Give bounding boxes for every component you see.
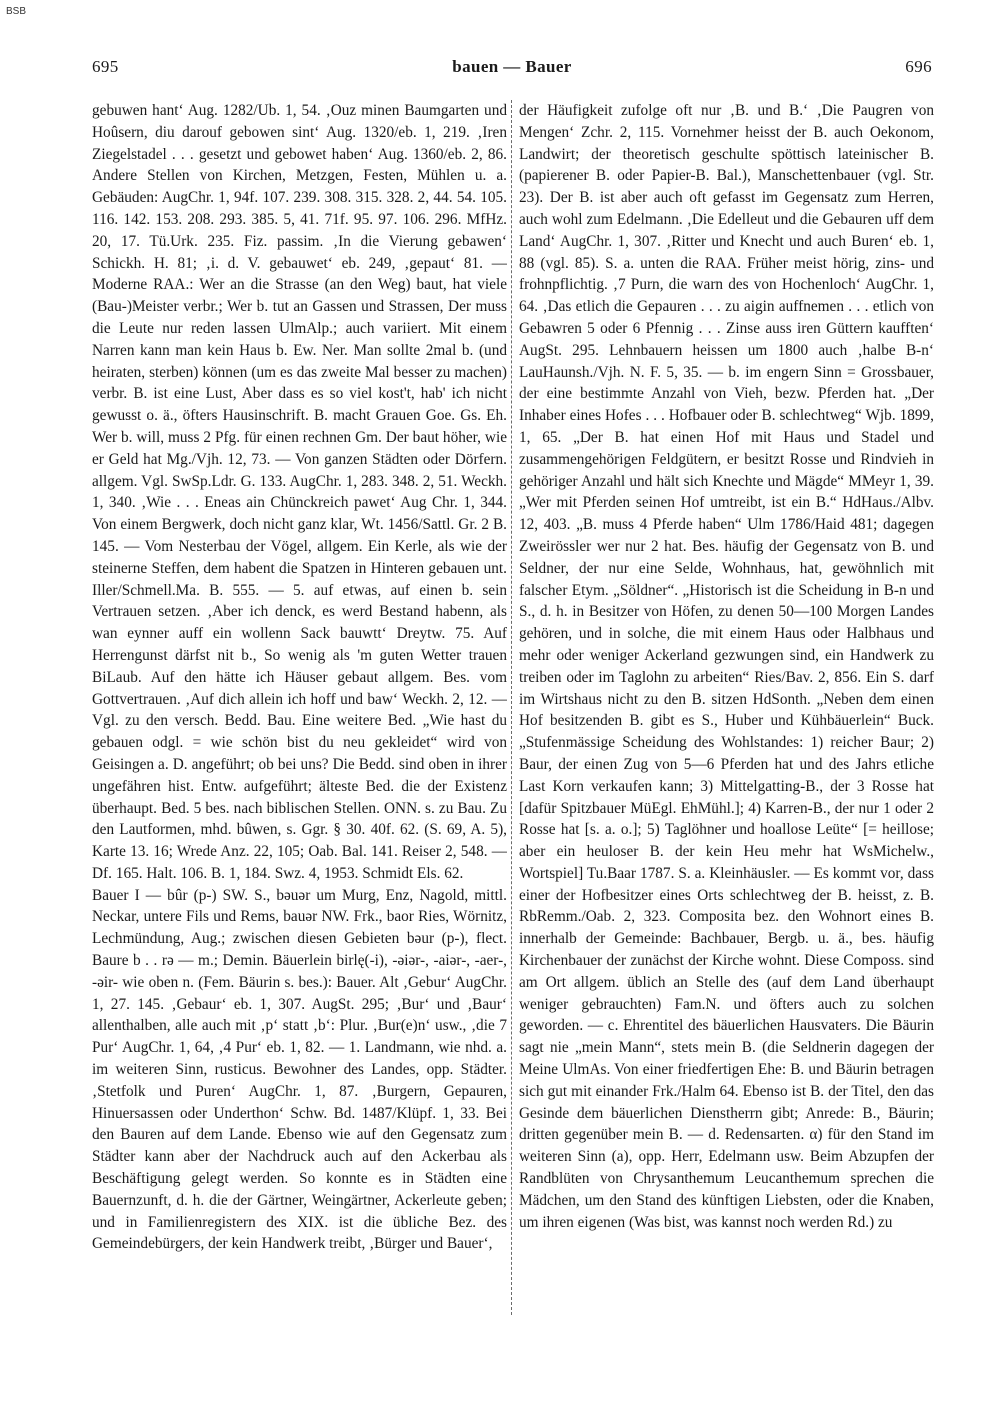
entry-bauen-continuation: gebuwen hant‘ Aug. 1282/Ub. 1, 54. ‚Ouz minen Baumgarten und Hoûsern, diu darouf gebowen sint‘ Aug. 1320/eb. 1, 219. ‚Iren Ziegelstadel . . . gesetzt und gebowet haben‘ Aug. 1360/eb. 2, 86. Andere Stellen von Kirchen, Metzgen, Festen, Mühlen u. a. Gebäuden: AugChr. 1, 94f. 107. 239. 308. 315. 328. 2, 44. 54. 105. 116. 142. 153. 208. 293. 385. 5, 41. 71f. 95. 97. 106. 296. MfHz. 20, 17. Tü.Urk. 235. Fiz. passim. ‚In die Vierung gebawen‘ Schickh. H. 81; ‚i. d. V. gebauwet‘ eb. 249, ‚gepaut‘ 81. — Moderne RAA.: Wer an die Strasse (an den Weg) baut, hat viele (Bau-)Meister verbr.; Wer b. tut an Gassen und Strassen, Der muss die Leute nur reden lassen UlmAlp.; auch variiert. Mit einem Narren kann man kein Haus b. Ew. Ner. Man sollte 2mal b. (und heiraten, sterben) können (um es das zweite Mal besser zu machen) verbr. B. ist eine Lust, Aber dass es so viel kost't, hab' ich nicht gewusst o. ä., öfters Hausinschrift. B. macht Grauen Goe. Gs. Eh. Wer b. will, muss 2 Pfg. für einen rechnen Gm. Der baut höher, wie er Geld hat Mg./Vjh. 12, 73. — Von ganzen Städten oder Dörfern. allgem. Vgl. SwSp.Ldr. G. 133. AugChr. 1, 283. 348. 2, 51. Weckh. 1, 340. ‚Wie . . . Eneas ain Chünckreich pawet‘ Aug Chr. 1, 344. Von einem Bergwerk, doch nicht ganz klar, Wt. 1456/Sattl. Gr. 2 B. 145. — Vom Nesterbau der Vögel, allgem. Ein Kerle, als wie der steinerne Steffen, dem habent die Spatzen in Hinteren gebauen unt. Iller/Schmell.Ma. B. 555. — 5. auf etwas, auf einen b. sein Vertrauen setzen. ‚Aber ich denck, es werd Bestand habenn, als wan eynner auff ein wollenn Sack bauwtt‘ Dreytw. 75. Auf Herrengunst därfst nit b., So wenig als 'm guten Wetter trauen BiLaub. Auf den hätte ich Häuser gebaut allgem. Bes. vom Gottvertrauen. ‚Auf dich allein ich hoff und baw‘ Weckh. 2, 12. — Vgl. zu den versch. Bedd. Bau. Eine weitere Bed. „Wie hast du gebauen odgl. = wie schön bist du neu gekleidet“ wird von Geisingen a. D. angeführt; ob bei uns? Die Bedd. sind oben in ihrer ungefähren hist. Entw. aufgeführt; älteste Bed. die der Existenz überhaupt. Bed. 5 bes. nach biblischen Stellen. ONN. s. zu Bau. Zu den Lautformen, mhd. bûwen, s. Ggr. § 30. 40f. 62. (S. 69, A. 5), Karte 13. 16; Wrede Anz. 22, 105; Oab. Bal. 141. Reiser 2, 548. — Df. 165. Halt. 106. B. 1, 184. Swz. 4, 1953. Schmidt Els. 62. [92,102,507,882]
library-stamp: BSB [6,6,27,17]
right-column [519,100,934,1325]
running-title: bauen — Bauer [452,57,572,76]
entry-bauer-continuation: der Häufigkeit zufolge oft nur ‚B. und B.‘ ‚Die Paugren von Mengen‘ Zchr. 2, 115. Vornehmer heisst der B. auch Oekonom, Landwirt; der theoretisch geschulte spöttisch lateinischer B. (papierener B. oder Papier-B. Bal.), Manschettenbauer (vgl. Str. 23). Der B. ist aber auch oft gefasst im Gegensatz zum Herren, auch wohl zum Edelmann. ‚Die Edelleut und die Gebauren uff dem Land‘ AugChr. 1, 307. ‚Ritter und Knecht und auch Buren‘ eb. 1, 88 (vgl. 85). S. a. unten die RAA. Früher meist hörig, zins- und frohnpflichtig. ‚7 Purn, die warn des von Hochenloch‘ AugChr. 1, 64. ‚Das etlich die Gepauren . . . zu aigin auffnemen . . . etlich von Gebawren 5 oder 6 Pfennig . . . Zinse auss iren Güttern kaufften‘ AugSt. 295. Lehnbauern heissen um 1800 auch ‚halbe B-n‘ LauHaunsh./Vjh. N. F. 5, 35. — b. im engern Sinn = Grossbauer, der eine bestimmte Anzahl von Vieh, bezw. Pferden hat. „Der Inhaber eines Hofes . . . Hofbauer oder B. schlechtweg“ Wjb. 1899, 1, 65. „Der B. hat einen Hof mit Haus und Stadel und zusammengehörigen Feldgütern, er besitzt Rosse und Rindvieh in gehöriger Anzahl und hält sich Knechte und Mägde“ MMeyr 1, 39. „Wer mit Pferden seinen Hof umtreibt, ist ein B.“ HdHaus./Albv. 12, 403. „B. muss 4 Pferde haben“ Ulm 1786/Haid 481; dagegen Zweirössler wer nur 2 hat. Bes. häufig der Gegensatz von B. und Seldner, der nur eine Selde, Wohnhaus, hat, gewöhnlich mit falscher Etym. „Söldner“. „Historisch ist die Scheidung in B-n und S., d. h. in Besitzer von Höfen, zu denen 50—100 Morgen Landes gehören, und in solche, die mit einem Haus oder Halbhaus und mehr oder weniger Ackerland gezwungen sind, ein Handwerk zu treiben oder im Taglohn zu arbeiten“ Ries/Bav. 2, 856. Ein S. darf im Wirtshaus nicht zu den B. sitzen HdSonth. „Neben dem einen Hof besitzenden B. gibt es S., Huber und Kühbäuerlein“ Buck. „Stufenmässige Scheidung des Wohlstandes: 1) reicher Baur; 2) Baur, der einen Zug von 5—6 Pferden hat und des Jahrs etliche Last Korn verkaufen kann; 3) Mittelgatting-B., der 3 Rosse hat [dafür Spitzbauer MüEgl. EhMühl.]; 4) Karren-B., der nur 1 oder 2 Rosse hat [s. a. o.]; 5) Taglöhner und hoallose Leüte“ [= heillose; aber ein heuloser B. der kein Heu mehr hat WsMichelw., Wortspiel] Tu.Baar 1787. S. a. Kleinhäusler. — Es kommt vor, dass einer der Hofbesitzer eines Orts schlechtweg der B. heisst, z. B. RbRemm./Oab. 2, 323. Composita bez. den Wohnort eines B. innerhalb der Gemeinde: Bachbauer, Bergb. u. ä., bes. häufig Kirchenbauer der zunächst der Kirche wohnt. Diese Composs. sind am Ort allgem. üblich an Stelle des (auf dem Land überhaupt weniger gebrauchten) Fam.N. und öfters auch zu solchen geworden. — c. Ehrentitel des bäuerlichen Hausvaters. Die Bäurin sagt nie „mein Mann“, stets mein B. (die Seldnerin dagegen der Meine UlmAs. Von einer friedfertigen Ehe: B. und Bäurin betragen sich gut mit einander Frk./Halm 64. Ebenso ist B. der Titel, den das Gesinde dem bäuerlichen Dienstherrn gibt; Anrede: B., Bäurin; dritten gegenüber mein B. — d. Redensarten. α) für den Stand im weiteren Sinn (a), opp. Herr, Edelmann usw. Beim Abzupfen der Randblüten von Chrysanthemum Leucanthemum sprechen die Mädchen, um den Stand des künftigen Liebsten, oder die Knaben, um ihren eigenen (Was bist, was kannst noch werden Rd.) zu [519,102,934,1231]
page-header [92,57,932,81]
column-divider [511,100,512,1315]
left-column [92,100,507,1325]
entry-bauer: Bauer I — bûr (p-) SW. S., bəuər um Murg, Enz, Nagold, mittl. Neckar, untere Fils und Rems, bauər NW. Frk., baor Ries, Wörnitz, Lechmündung, Aug.; zwischen diesen Gebieten bəur (p-), flect. Baure b . . rə — m.; Demin. Bäuerlein birlę(-i), -əiər-, -aiər-, -aer-, -əir- wie oben n. (Fem. Bäurin s. bes.): Bauer. Alt ‚Gebur‘ AugChr. 1, 27. 145. ‚Gebaur‘ eb. 1, 307. AugSt. 295; ‚Bur‘ und ‚Baur‘ allenthalben, alle auch mit ‚p‘ statt ‚b‘: Plur. ‚Bur(e)n‘ usw., ‚die 7 Pur‘ AugChr. 1, 64, ‚4 Pur‘ eb. 1, 82. — 1. Landmann, wie nhd. a. im weiteren Sinn, rusticus. Bewohner des Landes, opp. Städter. ‚Stetfolk und Puren‘ AugChr. 1, 87. ‚Burgern, Gepauren, Hinuersassen oder Underthon‘ Schw. Bd. 1487/Klüpf. 1, 33. Bei den Bauren auf dem Lande. Ebenso wie auf den Gegensatz zum Städter kann aber der Nachdruck auch auf den Ackerbau als Beschäftigung gelegt werden. So konnte es in Städten eine Bauernzunft, d. h. die der Gärtner, Weingärtner, Ackerleute geben; und in Familienregistern des XIX. ist die übliche Bez. des Gemeindebürgers, der kein Handwerk treibt, ‚Bürger und Bauer‘, [92,886,507,1253]
page-number-right: 696 [905,57,932,76]
page-number-left: 695 [92,57,119,76]
